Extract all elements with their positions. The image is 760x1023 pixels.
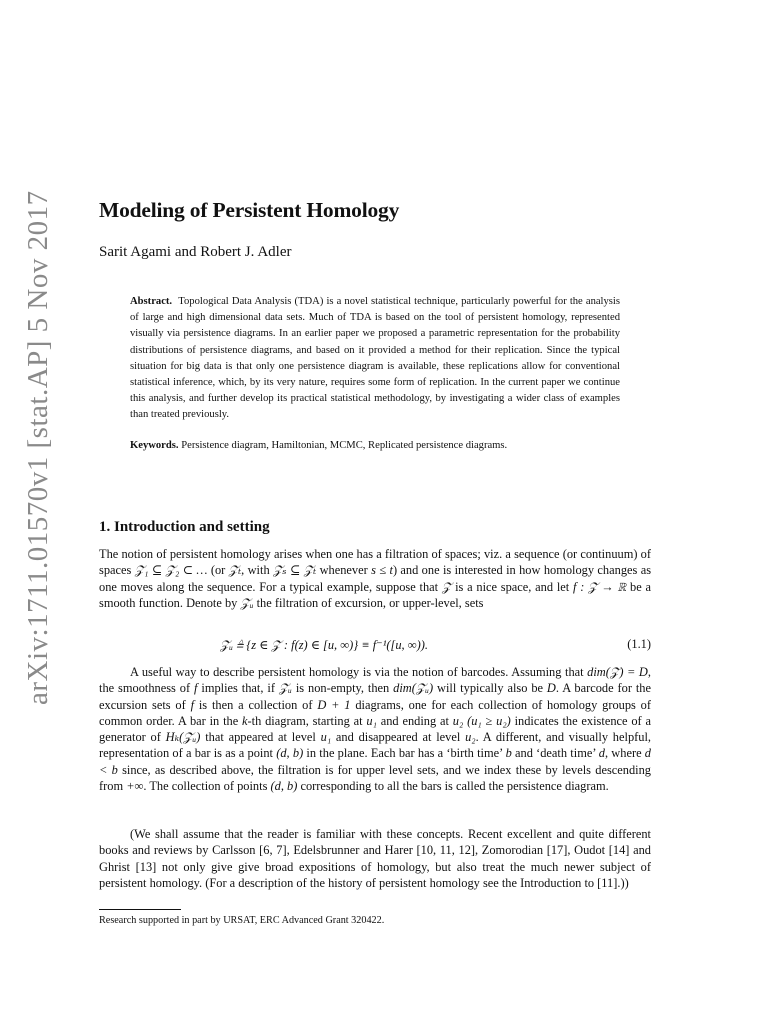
section-heading: 1. Introduction and setting (99, 519, 270, 535)
equation-body: 𝒵ᵤ ≜ {z ∈ 𝒵 : f(z) ∈ [u, ∞)} ≡ f⁻¹([u, ∞)). (220, 638, 428, 652)
equation-1-1 (99, 637, 651, 657)
intro-paragraph-2: A useful way to describe persistent homology is via the notion of barcodes. Assuming that dim(𝒵) = D, the smoothness of f implies that, if 𝒵ᵤ is non-empty, then dim(𝒵ᵤ) will typically also be D. A barcode for the excursion sets of f is then a collection of D + 1 diagrams, one for each collection of homology groups of common order. A bar in the k-th diagram, starting at u₁ and ending at u₂ (u₁ ≥ u₂) indicates the existence of a generator of Hₖ(𝒵ᵤ) that appeared at level u₁ and disappeared at level u₂. A different, and visually helpful, representation of a bar is as a point (d, b) in the plane. Each bar has a ‘birth time’ b and ‘death time’ d, where d < b since, as described above, the filtration is for upper level sets, and we index these by levels descending from +∞. The collection of points (d, b) corresponding to all the bars is called the persistence diagram. (99, 665, 652, 794)
intro-paragraph-1: The notion of persistent homology arises when one has a filtration of spaces; viz. a sequence (or continuum) of spaces 𝒵₁ ⊆ 𝒵₂ ⊂ … (or 𝒵ₜ, with 𝒵ₛ ⊆ 𝒵ₜ whenever s ≤ t) and one is interested in how homology changes as one moves along the sequence. For a typical example, suppose that 𝒵 is a nice space, and let f : 𝒵 → ℝ be a smooth function. Denote by 𝒵ᵤ the filtration of excursion, or upper-level, sets (99, 547, 652, 610)
abstract (130, 294, 620, 424)
abstract-label: Abstract. (130, 296, 173, 307)
intro-paragraph-3: (We shall assume that the reader is familiar with these concepts. Recent excellent and quite different books and reviews by Carlsson [6, 7], Edelsbrunner and Harer [10, 11, 12], Zomorodian [17], Oudot [14] and Ghrist [13] not only give give broad expositions of homology, but also treat the much newer subject of persistent homology. (For a description of the history of persistent homology see the Introduction to [11].)) (99, 827, 651, 890)
footnote-divider (99, 909, 181, 910)
keywords-text: Persistence diagram, Hamiltonian, MCMC, Replicated persistence diagrams. (181, 440, 508, 451)
abstract-text: Topological Data Analysis (TDA) is a novel statistical technique, particularly powerful for the analysis of large and high dimensional data sets. Much of TDA is based on the tool of persistent homology, represented visually via persistence diagrams. In an earlier paper we proposed a parametric representation for the probability distributions of persistence diagrams, and based on it provided a method for their replication. Since the typical situation for big data is that only one persistence diagram is available, these replications allow for conventional statistical inference, which, by its very nature, requires some form of replication. In the current paper we continue this analysis, and further develop its practical statistical methodology, by investigating a wider class of examples than treated previously. (130, 296, 620, 421)
footnote: Research supported in part by URSAT, ERC Advanced Grant 320422. (99, 915, 385, 926)
paper-authors: Sarit Agami and Robert J. Adler (99, 244, 292, 260)
equation-number: (1.1) (627, 637, 651, 651)
keywords (130, 438, 620, 454)
paper-title: Modeling of Persistent Homology (99, 198, 400, 222)
keywords-label: Keywords. (130, 440, 179, 451)
arxiv-identifier: arXiv:1711.01570v1 [stat.AP] 5 Nov 2017 (22, 190, 54, 705)
